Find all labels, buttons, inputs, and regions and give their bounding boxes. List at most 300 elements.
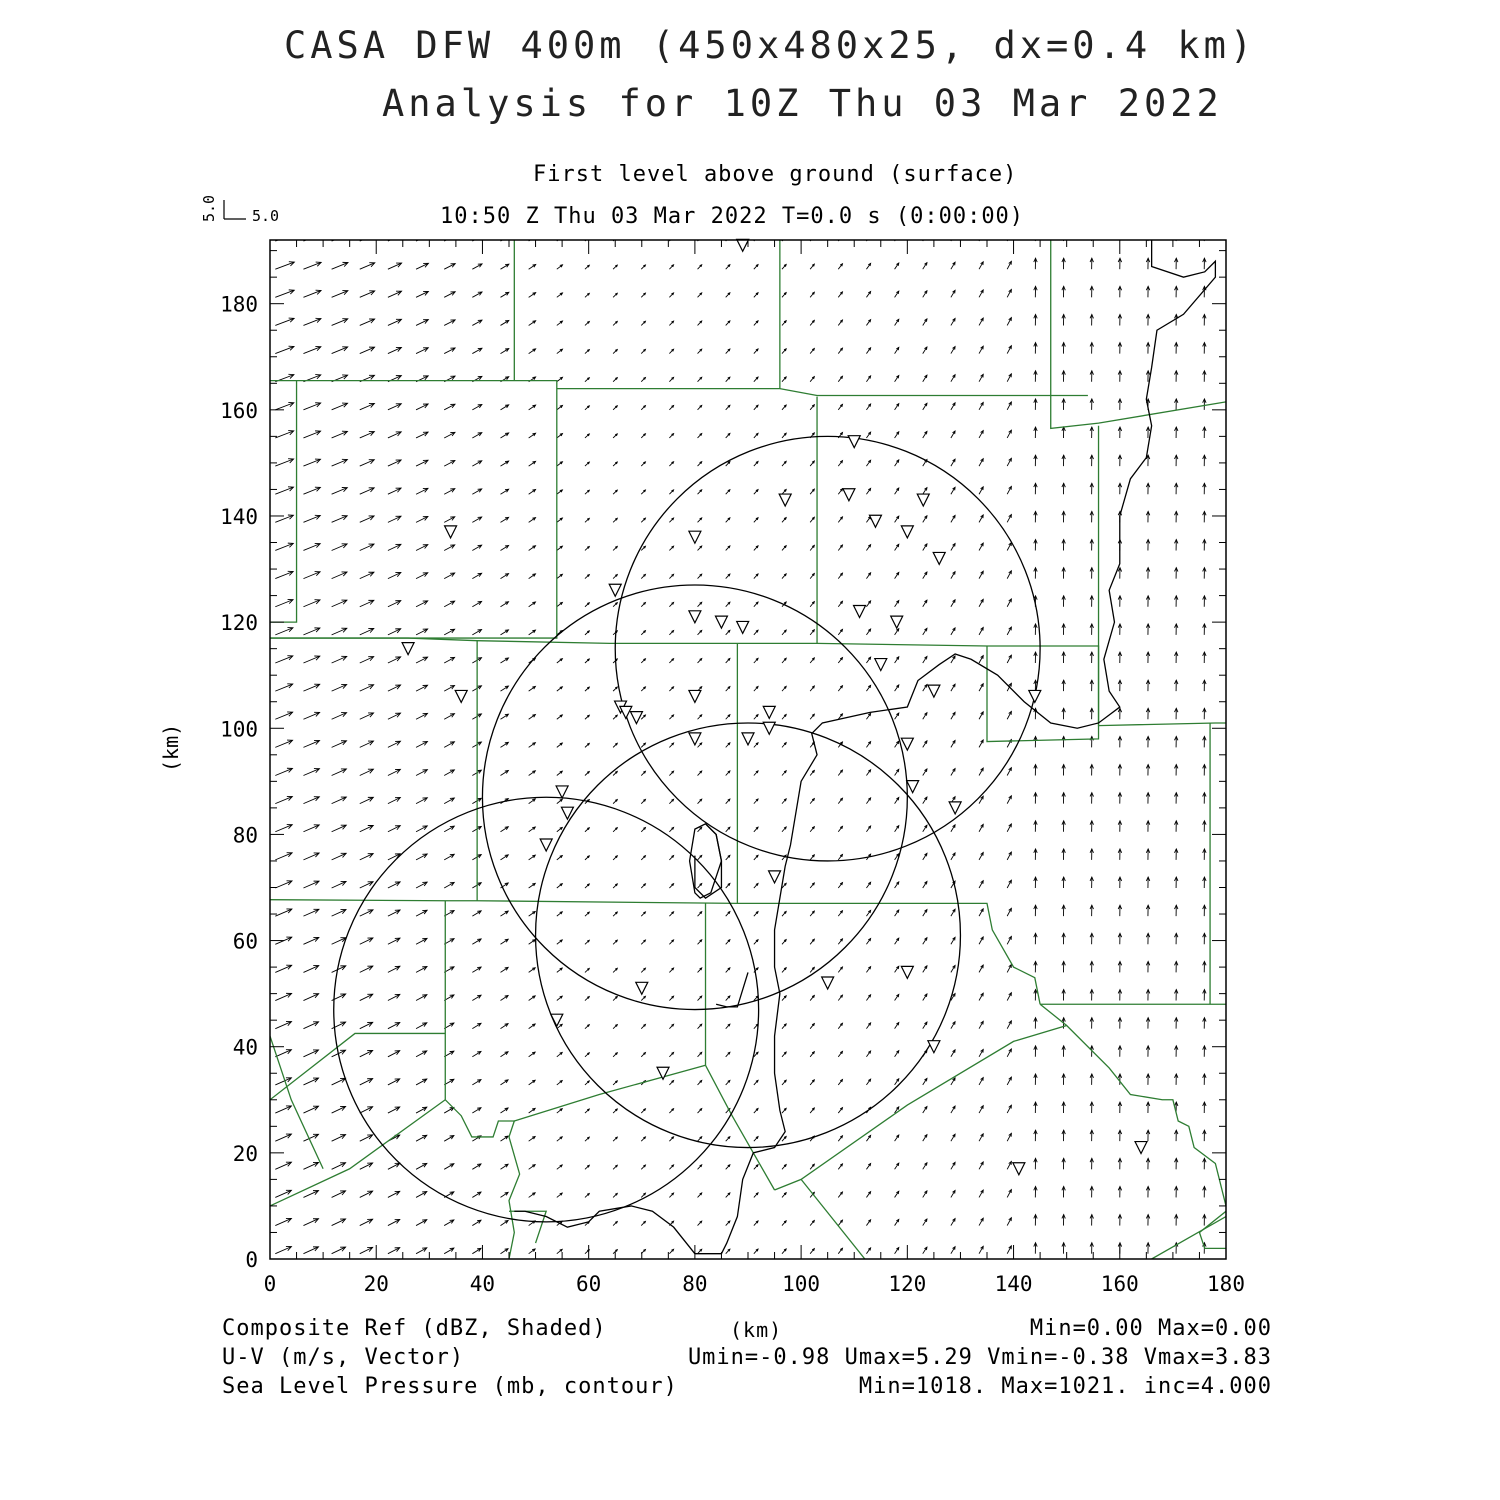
wind-vector bbox=[501, 574, 509, 579]
wind-vector bbox=[669, 546, 673, 550]
wind-vector bbox=[923, 600, 927, 607]
wind-vector bbox=[979, 290, 983, 297]
wind-vector bbox=[866, 910, 870, 916]
wind-vector bbox=[810, 574, 814, 579]
wind-vector bbox=[472, 1023, 481, 1028]
wind-vector bbox=[360, 291, 375, 297]
wind-vector bbox=[472, 939, 481, 944]
wind-vector bbox=[1034, 961, 1037, 972]
wind-vector bbox=[923, 347, 927, 354]
wind-vector bbox=[951, 403, 955, 410]
wind-vector bbox=[529, 771, 536, 776]
wind-vector bbox=[557, 293, 563, 297]
wind-vector bbox=[838, 854, 842, 859]
wind-vector bbox=[866, 742, 870, 748]
wind-vector bbox=[557, 1109, 562, 1113]
wind-vector bbox=[1062, 596, 1065, 607]
wind-vector bbox=[332, 797, 347, 804]
wind-vector bbox=[1118, 1046, 1121, 1057]
wind-vector bbox=[360, 629, 374, 635]
wind-vector bbox=[1034, 483, 1037, 494]
wind-vector bbox=[1174, 708, 1177, 719]
wind-vector bbox=[1090, 427, 1093, 438]
wind-vector bbox=[669, 1193, 673, 1197]
wind-vector bbox=[1062, 371, 1065, 382]
wind-vector bbox=[275, 825, 292, 832]
wind-vector bbox=[416, 545, 428, 551]
wind-vector bbox=[275, 402, 293, 409]
wind-vector bbox=[1203, 427, 1206, 438]
wind-vector bbox=[698, 1137, 702, 1141]
wind-vector bbox=[726, 912, 730, 917]
wind-vector bbox=[979, 487, 983, 494]
wind-vector bbox=[698, 630, 702, 634]
wind-vector bbox=[1007, 599, 1011, 607]
wind-vector bbox=[1090, 905, 1093, 916]
wind-vector bbox=[613, 490, 617, 494]
y-tick-label: 180 bbox=[220, 292, 258, 317]
wind-vector bbox=[332, 516, 348, 523]
wind-vector bbox=[1007, 655, 1011, 663]
wind-vector bbox=[838, 1220, 842, 1225]
wind-vector bbox=[895, 797, 899, 803]
y-tick-label: 0 bbox=[245, 1248, 258, 1272]
wind-vector bbox=[275, 262, 294, 269]
wind-vector bbox=[529, 546, 536, 551]
wind-vector bbox=[585, 490, 589, 494]
wind-vector bbox=[810, 939, 814, 944]
wind-vector bbox=[669, 968, 673, 972]
wind-vector bbox=[501, 742, 509, 747]
wind-vector bbox=[1174, 1187, 1177, 1198]
wind-vector bbox=[1062, 427, 1065, 438]
wind-vector bbox=[275, 768, 292, 775]
wind-vector bbox=[416, 1107, 427, 1113]
wind-vector bbox=[1118, 736, 1121, 747]
wind-vector bbox=[979, 993, 983, 1000]
station-marker bbox=[875, 659, 887, 671]
wind-vector bbox=[669, 434, 673, 438]
wind-vector bbox=[332, 459, 348, 466]
wind-vector bbox=[1203, 1130, 1206, 1141]
wind-vector bbox=[1090, 933, 1093, 944]
wind-vector bbox=[529, 433, 536, 438]
wind-vector bbox=[754, 1137, 758, 1142]
wind-vector bbox=[613, 940, 617, 944]
wind-vector bbox=[923, 375, 927, 382]
county-boundary bbox=[1040, 1004, 1067, 1025]
wind-vector bbox=[866, 1164, 870, 1170]
wind-vector bbox=[275, 965, 291, 972]
wind-vector bbox=[866, 545, 870, 551]
wind-vector bbox=[810, 1024, 814, 1029]
wind-vector bbox=[1034, 427, 1037, 438]
wind-vector bbox=[444, 770, 454, 776]
wind-vector bbox=[895, 1079, 899, 1085]
wind-vector bbox=[1090, 315, 1093, 326]
station-marker bbox=[402, 643, 414, 655]
wind-vector bbox=[529, 1249, 535, 1254]
wind-vector bbox=[303, 1247, 318, 1254]
wind-vector bbox=[585, 546, 589, 550]
wind-vector bbox=[360, 516, 374, 522]
wind-vector bbox=[1062, 624, 1065, 635]
wind-vector bbox=[472, 545, 481, 550]
wind-vector bbox=[698, 293, 702, 297]
wind-vector bbox=[979, 1134, 983, 1141]
wind-vector bbox=[782, 518, 786, 523]
wind-vector bbox=[895, 319, 899, 325]
wind-vector bbox=[923, 881, 927, 888]
wind-vector bbox=[275, 571, 293, 578]
wind-vector bbox=[1146, 286, 1149, 297]
wind-vector bbox=[1118, 596, 1121, 607]
wind-vector bbox=[501, 489, 509, 494]
wind-vector bbox=[585, 1081, 589, 1085]
wind-vector bbox=[641, 293, 645, 297]
wind-vector bbox=[1174, 765, 1177, 776]
wind-vector bbox=[529, 743, 536, 748]
wind-vector bbox=[1174, 596, 1177, 607]
wind-vector bbox=[1007, 1190, 1011, 1198]
wind-vector bbox=[641, 1109, 645, 1113]
wind-vector bbox=[951, 459, 955, 466]
wind-vector bbox=[1118, 1215, 1121, 1226]
station-marker bbox=[843, 489, 855, 501]
wind-vector bbox=[698, 1080, 702, 1084]
station-marker bbox=[445, 526, 457, 538]
wind-vector bbox=[866, 1248, 870, 1254]
wind-vector bbox=[810, 686, 814, 691]
wind-vector bbox=[585, 434, 589, 438]
wind-vector bbox=[641, 490, 645, 494]
wind-vector bbox=[303, 994, 318, 1001]
wind-vector bbox=[1062, 1130, 1065, 1141]
wind-vector bbox=[613, 1025, 617, 1029]
wind-vector bbox=[641, 631, 645, 635]
wind-vector bbox=[1203, 961, 1206, 972]
wind-vector bbox=[613, 884, 617, 888]
wind-vector bbox=[444, 460, 455, 466]
wind-vector bbox=[1007, 768, 1011, 776]
wind-vector bbox=[585, 518, 589, 522]
wind-vector bbox=[979, 599, 983, 606]
wind-vector bbox=[810, 320, 814, 325]
wind-vector bbox=[585, 884, 589, 888]
wind-vector bbox=[923, 1078, 927, 1085]
wind-vector bbox=[810, 658, 814, 663]
wind-vector bbox=[979, 881, 983, 888]
wind-vector bbox=[838, 967, 842, 972]
wind-vector bbox=[1203, 399, 1206, 410]
wind-vector bbox=[332, 431, 348, 438]
wind-vector bbox=[1007, 1049, 1011, 1057]
wind-vector bbox=[895, 713, 899, 719]
wind-vector bbox=[951, 318, 955, 325]
wind-vector bbox=[303, 515, 320, 522]
wind-vector bbox=[1118, 1102, 1121, 1113]
wind-vector bbox=[275, 909, 292, 916]
wind-vector bbox=[1118, 1187, 1121, 1198]
wind-vector bbox=[754, 1165, 758, 1170]
wind-vector bbox=[895, 432, 899, 438]
wind-vector bbox=[782, 433, 786, 438]
wind-vector bbox=[1118, 286, 1121, 297]
wind-vector bbox=[1146, 821, 1149, 832]
wind-vector bbox=[388, 263, 402, 269]
station-marker bbox=[891, 616, 903, 628]
wind-vector bbox=[1146, 652, 1149, 663]
wind-vector bbox=[951, 375, 955, 382]
wind-vector bbox=[810, 770, 814, 775]
wind-vector bbox=[1090, 258, 1093, 269]
wind-vector bbox=[1090, 1130, 1093, 1141]
wind-vector bbox=[1034, 1187, 1037, 1198]
wind-vector bbox=[613, 603, 617, 607]
wind-vector bbox=[951, 1219, 955, 1226]
wind-vector bbox=[923, 685, 927, 692]
wind-vector bbox=[726, 293, 730, 298]
wind-vector bbox=[951, 262, 955, 269]
wind-vector bbox=[416, 798, 427, 804]
wind-vector bbox=[923, 741, 927, 748]
wind-vector bbox=[1007, 796, 1011, 804]
wind-vector bbox=[557, 1052, 562, 1056]
wind-vector bbox=[444, 882, 454, 888]
wind-vector bbox=[585, 687, 589, 691]
wind-vector bbox=[557, 827, 562, 831]
wind-vector bbox=[303, 1078, 318, 1085]
wind-vector bbox=[1174, 511, 1177, 522]
station-marker bbox=[848, 436, 860, 448]
wind-vector bbox=[1007, 993, 1011, 1001]
wind-vector bbox=[332, 853, 347, 860]
wind-vector bbox=[388, 629, 401, 635]
wind-vector bbox=[726, 715, 730, 720]
x-tick-label: 120 bbox=[888, 1272, 927, 1296]
wind-vector bbox=[1118, 455, 1121, 466]
wind-vector bbox=[923, 628, 927, 635]
wind-vector bbox=[754, 827, 758, 832]
wind-vector bbox=[951, 1106, 955, 1113]
x-tick-label: 100 bbox=[782, 1272, 821, 1296]
wind-vector bbox=[1203, 821, 1206, 832]
wind-vector bbox=[1146, 511, 1149, 522]
wind-vector bbox=[1062, 765, 1065, 776]
station-marker bbox=[609, 584, 621, 596]
wind-vector bbox=[726, 602, 730, 607]
wind-vector bbox=[444, 629, 454, 635]
wind-vector bbox=[726, 940, 730, 945]
wind-vector bbox=[613, 856, 617, 860]
wind-vector bbox=[1174, 258, 1177, 269]
station-marker bbox=[1135, 1142, 1147, 1154]
wind-vector bbox=[669, 743, 673, 747]
wind-vector bbox=[782, 377, 786, 382]
wind-vector bbox=[1062, 652, 1065, 663]
footer-field-2: U-V (m/s, Vector) bbox=[222, 1345, 465, 1370]
wind-vector bbox=[698, 884, 702, 888]
wind-vector bbox=[444, 601, 454, 607]
wind-vector bbox=[585, 828, 589, 832]
wind-vector bbox=[501, 658, 509, 663]
wind-vector bbox=[754, 518, 758, 523]
wind-vector bbox=[1146, 849, 1149, 860]
wind-vector bbox=[1007, 1021, 1011, 1029]
wind-vector bbox=[472, 1248, 481, 1253]
wind-vector bbox=[1062, 736, 1065, 747]
wind-vector bbox=[303, 572, 320, 579]
wind-vector bbox=[951, 600, 955, 607]
wind-vector bbox=[838, 995, 842, 1000]
wind-vector bbox=[1118, 793, 1121, 804]
wind-vector bbox=[838, 461, 842, 466]
wind-vector bbox=[275, 346, 294, 353]
wind-vector bbox=[529, 1136, 535, 1141]
wind-vector bbox=[557, 1137, 562, 1141]
wind-vector bbox=[726, 546, 730, 551]
footer-stats-3: Min=1018. Max=1021. inc=4.000 bbox=[858, 1374, 1272, 1399]
wind-vector bbox=[669, 377, 673, 381]
wind-vector bbox=[444, 1248, 454, 1254]
wind-vector bbox=[1090, 793, 1093, 804]
wind-vector bbox=[1203, 905, 1206, 916]
wind-vector bbox=[698, 659, 702, 663]
station-marker bbox=[901, 738, 913, 750]
wind-vector bbox=[585, 743, 589, 747]
wind-vector bbox=[613, 800, 617, 804]
wind-vector bbox=[1174, 568, 1177, 579]
wind-vector bbox=[444, 432, 455, 438]
station-marker bbox=[455, 690, 467, 702]
wind-vector bbox=[613, 687, 617, 691]
station-marker bbox=[949, 802, 961, 814]
station-marker bbox=[822, 977, 834, 989]
wind-vector bbox=[303, 1162, 318, 1169]
wind-vector bbox=[951, 1022, 955, 1029]
wind-vector bbox=[360, 825, 373, 831]
wind-vector bbox=[613, 434, 617, 438]
wind-vector bbox=[585, 1137, 589, 1141]
wind-vector bbox=[895, 404, 899, 410]
wind-vector bbox=[1203, 315, 1206, 326]
wind-vector bbox=[979, 1162, 983, 1169]
wind-vector bbox=[1090, 1187, 1093, 1198]
wind-vector bbox=[1118, 821, 1121, 832]
wind-vector bbox=[1090, 596, 1093, 607]
wind-vector bbox=[1146, 680, 1149, 691]
wind-vector bbox=[895, 629, 899, 635]
wind-vector bbox=[501, 911, 509, 916]
wind-vector bbox=[726, 1137, 730, 1142]
station-marker bbox=[689, 690, 701, 702]
wind-vector bbox=[754, 433, 758, 438]
wind-vector bbox=[923, 544, 927, 551]
wind-vector bbox=[641, 518, 645, 522]
wind-vector bbox=[754, 658, 758, 663]
wind-vector bbox=[1007, 1218, 1011, 1226]
wind-vector bbox=[613, 293, 617, 297]
wind-vector bbox=[1090, 849, 1093, 860]
wind-vector bbox=[275, 1050, 291, 1057]
wind-vector bbox=[585, 406, 589, 410]
wind-vector bbox=[303, 1134, 318, 1141]
wind-vector bbox=[388, 432, 401, 438]
wind-vector bbox=[388, 573, 401, 579]
wind-vector bbox=[501, 292, 509, 297]
y-tick-label: 60 bbox=[232, 929, 258, 954]
wind-vector bbox=[557, 518, 563, 522]
wind-vector bbox=[669, 265, 673, 269]
wind-vector bbox=[669, 996, 673, 1000]
wind-vector bbox=[979, 740, 983, 747]
wind-vector bbox=[303, 318, 320, 325]
wind-vector bbox=[360, 713, 374, 719]
wind-vector bbox=[529, 968, 536, 973]
wind-vector bbox=[726, 1221, 730, 1226]
wind-vector bbox=[557, 1249, 562, 1253]
wind-vector bbox=[754, 405, 758, 410]
wind-vector bbox=[726, 687, 730, 692]
wind-vector bbox=[1146, 596, 1149, 607]
wind-vector bbox=[1146, 568, 1149, 579]
wind-vector bbox=[388, 685, 401, 691]
wind-vector bbox=[472, 630, 481, 635]
wind-vector bbox=[782, 574, 786, 579]
wind-vector bbox=[951, 431, 955, 438]
wind-vector bbox=[1118, 652, 1121, 663]
wind-vector bbox=[669, 884, 673, 888]
wind-vector bbox=[726, 799, 730, 804]
wind-vector bbox=[388, 938, 400, 944]
wind-vector bbox=[1062, 680, 1065, 691]
wind-vector bbox=[303, 712, 319, 719]
wind-vector bbox=[1007, 824, 1011, 832]
wind-vector bbox=[332, 1106, 346, 1113]
wind-vector bbox=[585, 772, 589, 776]
valid-time-subtitle: 10:50 Z Thu 03 Mar 2022 T=0.0 s (0:00:00) bbox=[440, 204, 1025, 229]
wind-vector bbox=[1062, 821, 1065, 832]
wind-vector bbox=[529, 827, 536, 832]
wind-vector bbox=[613, 349, 617, 353]
wind-vector bbox=[641, 996, 645, 1000]
wind-vector bbox=[669, 771, 673, 775]
wind-vector bbox=[1146, 736, 1149, 747]
wind-vector bbox=[1007, 908, 1011, 916]
wind-vector bbox=[275, 487, 293, 494]
y-tick-label: 20 bbox=[232, 1141, 258, 1166]
wind-vector bbox=[332, 1078, 346, 1085]
wind-vector bbox=[782, 264, 786, 269]
station-marker bbox=[540, 839, 552, 851]
title-line-1: CASA DFW 400m (450x480x25, dx=0.4 km) bbox=[284, 24, 1257, 67]
wind-vector bbox=[303, 1191, 318, 1198]
wind-vector bbox=[360, 685, 374, 691]
wind-vector bbox=[866, 1220, 870, 1226]
wind-vector bbox=[698, 518, 702, 522]
wind-vector bbox=[1174, 455, 1177, 466]
wind-vector bbox=[1062, 343, 1065, 354]
wind-vector bbox=[669, 574, 673, 578]
wind-vector bbox=[866, 882, 870, 888]
wind-vector bbox=[726, 1052, 730, 1057]
wind-vector bbox=[726, 827, 730, 832]
wind-vector bbox=[613, 518, 617, 522]
wind-vector bbox=[726, 883, 730, 888]
wind-vector bbox=[1062, 1074, 1065, 1085]
wind-vector bbox=[557, 856, 562, 860]
wind-vector bbox=[585, 350, 589, 354]
